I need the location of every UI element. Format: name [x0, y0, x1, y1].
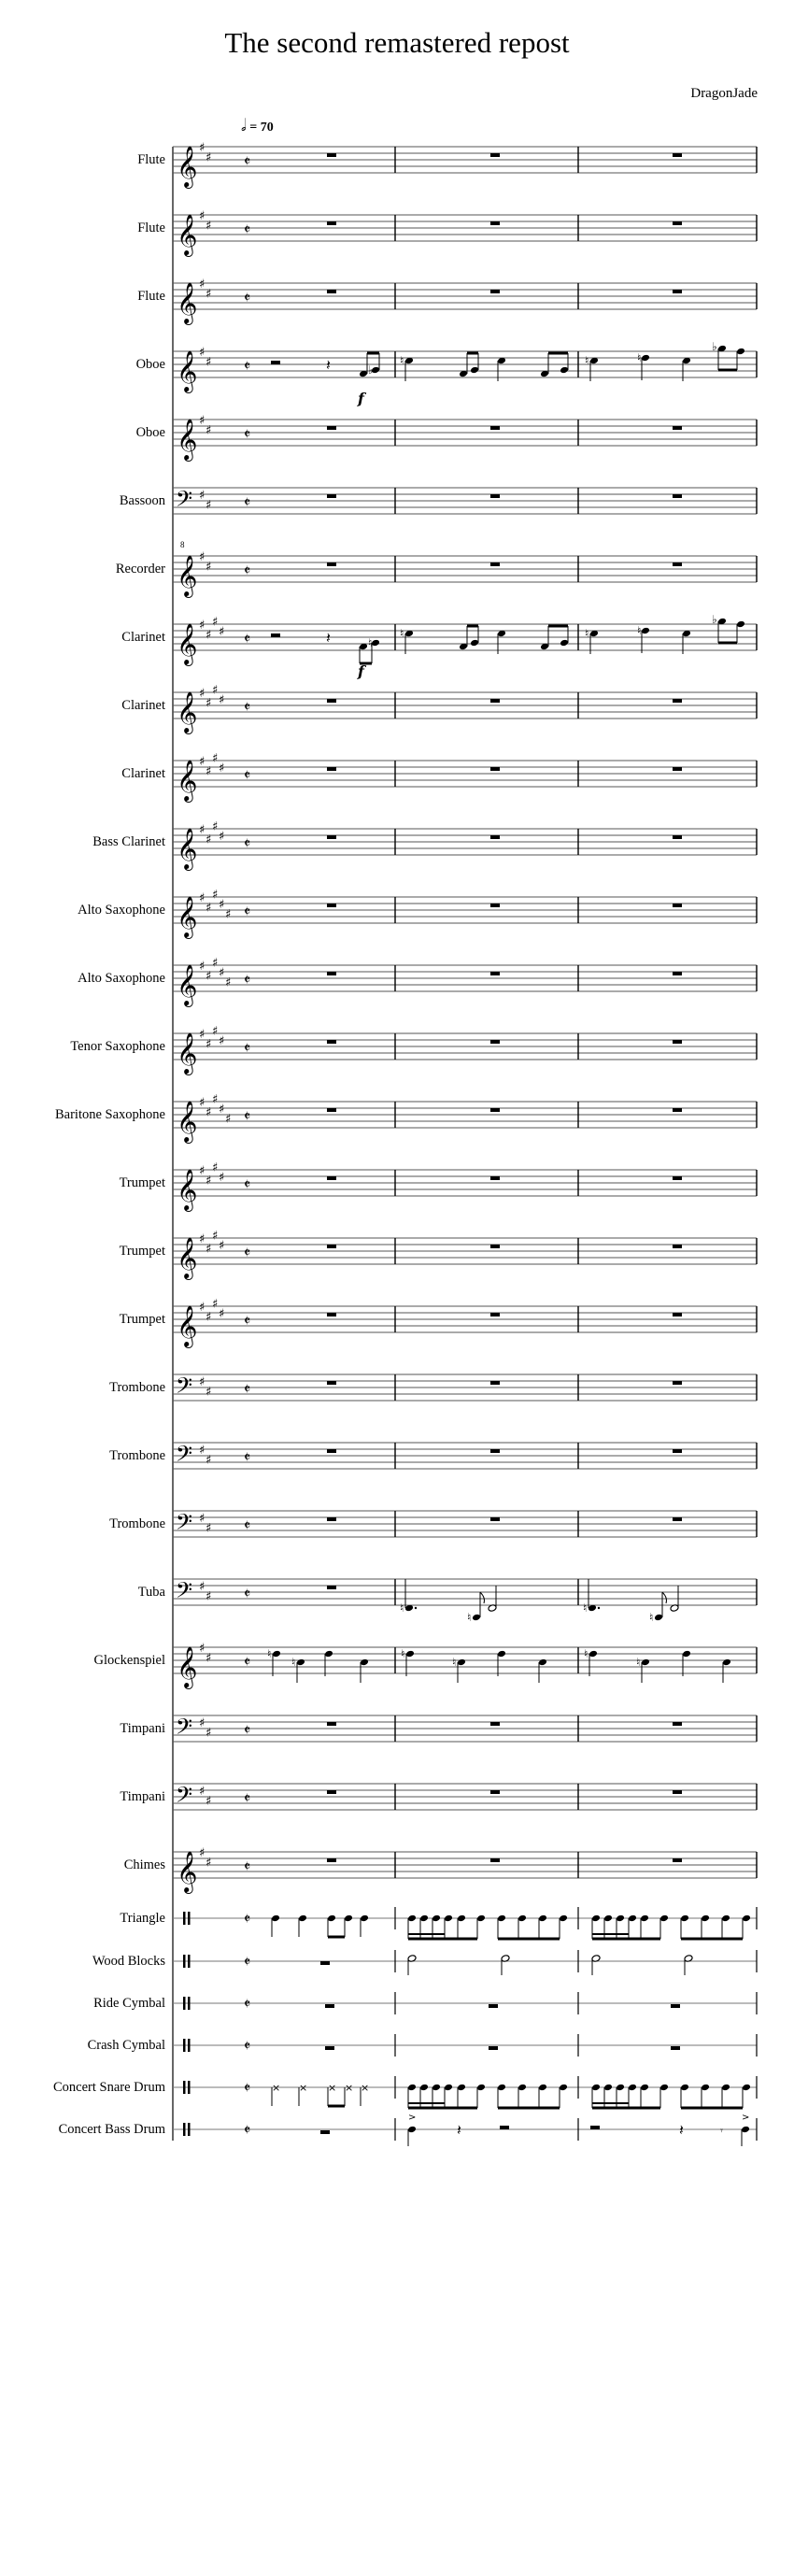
cut-time-icon: 𝄵 — [244, 698, 251, 716]
svg-text:>: > — [742, 2113, 750, 2123]
staff-label: Chimes — [123, 1857, 165, 1872]
sharp-icon: ♯ — [206, 1310, 212, 1325]
svg-text:>: > — [408, 2113, 417, 2123]
bass-clef-icon: 𝄢 — [176, 1714, 193, 1744]
staff-label: Trombone — [109, 1448, 165, 1463]
cut-time-icon: 𝄵 — [244, 425, 251, 443]
bass-clef-icon: 𝄢 — [176, 1441, 193, 1472]
cut-time-icon: 𝄵 — [244, 1039, 251, 1057]
staff — [173, 141, 757, 189]
svg-text:♮: ♮ — [585, 354, 589, 367]
cut-time-icon: 𝄵 — [244, 1653, 251, 1671]
treble-clef-icon: 𝄞 — [177, 828, 198, 869]
svg-text:♮: ♮ — [400, 627, 404, 640]
sharp-icon: ♯ — [219, 898, 225, 912]
sharp-icon: ♯ — [225, 1112, 232, 1127]
svg-text:8: 8 — [180, 540, 185, 549]
svg-text:×: × — [299, 2082, 308, 2094]
svg-text:♮: ♮ — [467, 1611, 472, 1624]
bass-clef-icon: 𝄢 — [176, 1577, 193, 1608]
svg-text:♭: ♭ — [712, 340, 717, 353]
svg-text:♮: ♮ — [583, 1601, 588, 1615]
treble-clef-icon: 𝄞 — [177, 1032, 198, 1074]
sharp-icon: ♯ — [219, 966, 225, 980]
staff-label: Tuba — [137, 1585, 165, 1600]
sharp-icon: ♯ — [199, 1164, 206, 1178]
sharp-icon: ♯ — [199, 141, 206, 155]
staff-label: Clarinet — [121, 698, 165, 713]
staff — [173, 1577, 757, 1624]
svg-text:♮: ♮ — [400, 1601, 404, 1615]
cut-time-icon: 𝄵 — [244, 1857, 251, 1875]
staff-label: Trombone — [109, 1380, 165, 1395]
perc-staff — [173, 2113, 757, 2146]
cut-time-icon: 𝄵 — [244, 1585, 251, 1602]
staff-label: Oboe — [135, 425, 165, 440]
cut-time-icon: 𝄵 — [244, 1448, 251, 1466]
sharp-icon: ♯ — [206, 1242, 212, 1257]
staff — [173, 486, 757, 517]
treble-clef-icon: 𝄞 — [177, 691, 198, 733]
staff-label: Baritone Saxophone — [55, 1107, 165, 1122]
sharp-icon: ♯ — [206, 1651, 212, 1666]
staff-label: Clarinet — [121, 766, 165, 781]
staff-label: Bassoon — [119, 493, 165, 508]
sharp-icon: ♯ — [212, 1024, 219, 1039]
svg-text:♮: ♮ — [585, 627, 589, 640]
cut-time-icon: 𝄵 — [244, 2079, 251, 2097]
staff-label: Tenor Saxophone — [70, 1039, 165, 1054]
sharp-icon: ♯ — [219, 1307, 225, 1321]
sharp-icon: ♯ — [199, 1028, 206, 1042]
sharp-icon: ♯ — [212, 683, 219, 698]
svg-text:♮: ♮ — [637, 351, 642, 364]
sharp-icon: ♯ — [212, 615, 219, 630]
staff-label: Oboe — [135, 357, 165, 372]
treble-clef-icon: 𝄞 — [177, 555, 198, 596]
cut-time-icon: 𝄵 — [244, 971, 251, 989]
treble-clef-icon: 𝄞 — [177, 896, 198, 937]
sharp-icon: ♯ — [199, 1444, 206, 1458]
staff — [173, 540, 757, 598]
svg-text:×: × — [361, 2082, 370, 2094]
cut-time-icon: 𝄵 — [244, 1312, 251, 1330]
staff — [173, 278, 757, 325]
sharp-icon: ♯ — [199, 489, 206, 503]
staff-label: Clarinet — [121, 630, 165, 645]
staff — [173, 209, 757, 257]
cut-time-icon: 𝄵 — [244, 289, 251, 306]
svg-text:♮: ♮ — [636, 1656, 641, 1669]
cut-time-icon: 𝄵 — [244, 766, 251, 784]
perc-staff — [173, 2076, 757, 2108]
dynamic-forte: f — [358, 662, 364, 680]
perc-staff — [173, 1907, 757, 1939]
sharp-icon: ♯ — [199, 1375, 206, 1389]
cut-time-icon: 𝄵 — [244, 1175, 251, 1193]
sharp-icon: ♯ — [199, 346, 206, 360]
staff — [173, 1025, 757, 1076]
treble-clef-icon: 𝄞 — [177, 964, 198, 1005]
treble-clef-icon: 𝄞 — [177, 419, 198, 460]
svg-text:𝄽: 𝄽 — [457, 2121, 461, 2139]
svg-text:♭: ♭ — [712, 613, 717, 626]
svg-text:♭: ♭ — [368, 363, 374, 377]
cut-time-icon: 𝄵 — [244, 1789, 251, 1807]
treble-clef-icon: 𝄞 — [177, 1169, 198, 1210]
sharp-icon: ♯ — [206, 219, 212, 234]
staff — [173, 684, 757, 735]
svg-text:♮: ♮ — [267, 1647, 272, 1660]
staff-label: Flute — [137, 289, 165, 304]
percussion-clef-icon — [183, 1955, 186, 1968]
sharp-icon: ♯ — [225, 907, 232, 922]
cut-time-icon: 𝄵 — [244, 1107, 251, 1125]
perc-label: Wood Blocks — [92, 1954, 165, 1969]
staff-label: Bass Clarinet — [92, 834, 165, 849]
sharp-icon: ♯ — [199, 1785, 206, 1799]
staff — [173, 820, 757, 872]
sharp-icon: ♯ — [206, 560, 212, 575]
sharp-icon: ♯ — [206, 423, 212, 438]
dynamic-forte: f — [358, 390, 364, 407]
sharp-icon: ♯ — [212, 1092, 219, 1107]
sharp-icon: ♯ — [206, 1453, 212, 1468]
sharp-icon: ♯ — [206, 1726, 212, 1741]
svg-text:×: × — [345, 2082, 354, 2094]
staff-label: Timpani — [120, 1721, 165, 1736]
sharp-icon: ♯ — [199, 1846, 206, 1860]
sharp-icon: ♯ — [199, 209, 206, 223]
cut-time-icon: 𝄵 — [244, 1516, 251, 1534]
percussion-clef-icon — [183, 1912, 186, 1925]
percussion-clef-icon — [183, 2081, 186, 2094]
sharp-icon: ♯ — [212, 1229, 219, 1244]
svg-text:𝄽: 𝄽 — [326, 356, 331, 374]
treble-clef-icon: 𝄞 — [177, 1305, 198, 1346]
sharp-icon: ♯ — [206, 355, 212, 370]
perc-label: Crash Cymbal — [87, 2038, 165, 2053]
half-note-icon: 𝅗𝅥 — [241, 116, 247, 135]
treble-clef-icon: 𝄞 — [177, 282, 198, 323]
staff — [173, 1373, 757, 1403]
sharp-icon: ♯ — [219, 693, 225, 707]
sharp-icon: ♯ — [212, 1297, 219, 1312]
sharp-icon: ♯ — [199, 687, 206, 701]
sharp-icon: ♯ — [199, 1642, 206, 1656]
sharp-icon: ♯ — [199, 1232, 206, 1246]
cut-time-icon: 𝄵 — [244, 357, 251, 375]
cut-time-icon: 𝄵 — [244, 152, 251, 170]
staff — [173, 340, 757, 407]
sharp-icon: ♯ — [199, 414, 206, 428]
sharp-icon: ♯ — [199, 278, 206, 292]
treble-clef-icon: 𝄞 — [177, 350, 198, 391]
svg-text:𝄽: 𝄽 — [326, 629, 331, 647]
bass-clef-icon: 𝄢 — [176, 486, 193, 517]
bass-clef-icon: 𝄢 — [176, 1509, 193, 1540]
sharp-icon: ♯ — [199, 619, 206, 633]
staff — [173, 1441, 757, 1472]
percussion-clef-icon — [183, 2039, 186, 2052]
perc-label: Concert Snare Drum — [53, 2080, 165, 2095]
tempo-value: = 70 — [249, 121, 274, 135]
svg-text:♮: ♮ — [291, 1656, 296, 1669]
svg-text:♮: ♮ — [452, 1656, 457, 1669]
sharp-icon: ♯ — [199, 891, 206, 905]
sharp-icon: ♯ — [219, 830, 225, 844]
cut-time-icon: 𝄵 — [244, 1995, 251, 2013]
sharp-icon: ♯ — [206, 764, 212, 779]
sharp-icon: ♯ — [199, 755, 206, 769]
treble-clef-icon: 𝄞 — [177, 760, 198, 801]
cut-time-icon: 𝄵 — [244, 1953, 251, 1971]
cut-time-icon: 𝄵 — [244, 2121, 251, 2139]
treble-clef-icon: 𝄞 — [177, 1101, 198, 1142]
staff — [173, 1298, 757, 1349]
sharp-icon: ♯ — [219, 1239, 225, 1253]
sharp-icon: ♯ — [206, 1037, 212, 1052]
sharp-icon: ♯ — [219, 761, 225, 776]
sharp-icon: ♯ — [199, 1716, 206, 1730]
svg-text:♮: ♮ — [637, 624, 642, 637]
percussion-clef-icon — [183, 1997, 186, 2010]
sharp-icon: ♯ — [206, 969, 212, 984]
perc-staff — [173, 1950, 757, 1975]
perc-staff — [173, 1992, 757, 2014]
perc-staff — [173, 2034, 757, 2057]
perc-label: Triangle — [120, 1911, 165, 1926]
cut-time-icon: 𝄵 — [244, 1380, 251, 1398]
staff-label: Flute — [137, 152, 165, 167]
sharp-icon: ♯ — [206, 833, 212, 847]
sharp-icon: ♯ — [199, 550, 206, 564]
sharp-icon: ♯ — [219, 1034, 225, 1048]
sharp-icon: ♯ — [206, 1105, 212, 1120]
staff — [173, 957, 757, 1008]
sharp-icon: ♯ — [219, 1103, 225, 1117]
bass-clef-icon: 𝄢 — [176, 1373, 193, 1403]
cut-time-icon: 𝄵 — [244, 221, 251, 238]
sharp-icon: ♯ — [212, 956, 219, 971]
staff — [173, 889, 757, 940]
sharp-icon: ♯ — [206, 287, 212, 302]
sharp-icon: ♯ — [212, 888, 219, 903]
svg-text:𝄾: 𝄾 — [720, 2125, 723, 2137]
percussion-clef-icon — [183, 2123, 186, 2136]
staff — [173, 414, 757, 462]
staff-label: Trumpet — [119, 1244, 165, 1259]
sharp-icon: ♯ — [206, 1794, 212, 1809]
cut-time-icon: 𝄵 — [244, 903, 251, 920]
svg-text:♮: ♮ — [584, 1647, 588, 1660]
cut-time-icon: 𝄵 — [244, 630, 251, 648]
sharp-icon: ♯ — [199, 1096, 206, 1110]
svg-text:𝄽: 𝄽 — [679, 2121, 684, 2139]
treble-clef-icon: 𝄞 — [177, 1851, 198, 1892]
staff-label: Glockenspiel — [93, 1653, 165, 1668]
staff-label: Trombone — [109, 1516, 165, 1531]
svg-text:×: × — [328, 2082, 337, 2094]
cut-time-icon: 𝄵 — [244, 1244, 251, 1261]
sharp-icon: ♯ — [225, 975, 232, 990]
staff — [173, 1509, 757, 1540]
sharp-icon: ♯ — [212, 1160, 219, 1175]
staff-label: Alto Saxophone — [78, 971, 165, 986]
perc-label: Ride Cymbal — [93, 1996, 165, 2011]
cut-time-icon: 𝄵 — [244, 2037, 251, 2055]
sharp-icon: ♯ — [206, 1521, 212, 1536]
cut-time-icon: 𝄵 — [244, 1721, 251, 1739]
sharp-icon: ♯ — [199, 823, 206, 837]
sharp-icon: ♯ — [206, 498, 212, 513]
staff — [173, 1782, 757, 1813]
treble-clef-icon: 𝄞 — [177, 623, 198, 664]
bass-clef-icon: 𝄢 — [176, 1782, 193, 1813]
composer-name: DragonJade — [690, 86, 758, 101]
staff-label: Alto Saxophone — [78, 903, 165, 918]
staff — [173, 613, 757, 680]
sharp-icon: ♯ — [212, 751, 219, 766]
score-title: The second remastered repost — [224, 26, 570, 59]
sharp-icon: ♯ — [206, 1385, 212, 1400]
sharp-icon: ♯ — [206, 901, 212, 916]
sharp-icon: ♯ — [199, 1580, 206, 1594]
sharp-icon: ♯ — [219, 625, 225, 639]
staff — [173, 752, 757, 804]
svg-text:♮: ♮ — [401, 1647, 405, 1660]
svg-text:♮: ♮ — [649, 1611, 654, 1624]
sharp-icon: ♯ — [206, 628, 212, 643]
treble-clef-icon: 𝄞 — [177, 146, 198, 187]
sharp-icon: ♯ — [206, 1589, 212, 1604]
sharp-icon: ♯ — [219, 1171, 225, 1185]
staff — [173, 1846, 757, 1894]
staff — [173, 1642, 757, 1689]
staff — [173, 1714, 757, 1744]
cut-time-icon: 𝄵 — [244, 1910, 251, 1928]
sharp-icon: ♯ — [206, 1856, 212, 1871]
sharp-icon: ♯ — [206, 696, 212, 711]
staff-label: Flute — [137, 221, 165, 235]
treble-clef-icon: 𝄞 — [177, 1646, 198, 1687]
treble-clef-icon: 𝄞 — [177, 214, 198, 255]
treble-clef-icon: 𝄞 — [177, 1237, 198, 1278]
cut-time-icon: 𝄵 — [244, 562, 251, 579]
sharp-icon: ♯ — [199, 1301, 206, 1315]
staff-label: Recorder — [115, 562, 165, 576]
sharp-icon: ♯ — [206, 1174, 212, 1188]
cut-time-icon: 𝄵 — [244, 493, 251, 511]
sharp-icon: ♯ — [212, 819, 219, 834]
staff-label: Trumpet — [119, 1312, 165, 1327]
staff — [173, 1093, 757, 1145]
staff — [173, 1230, 757, 1281]
sharp-icon: ♯ — [199, 960, 206, 974]
sharp-icon: ♯ — [206, 150, 212, 165]
cut-time-icon: 𝄵 — [244, 834, 251, 852]
staff — [173, 1161, 757, 1213]
perc-label: Concert Bass Drum — [58, 2122, 165, 2137]
svg-text:♮: ♮ — [368, 636, 373, 649]
staff-label: Timpani — [120, 1789, 165, 1804]
svg-text:×: × — [272, 2082, 281, 2094]
staff-label: Trumpet — [119, 1175, 165, 1190]
sharp-icon: ♯ — [199, 1512, 206, 1526]
svg-text:♮: ♮ — [400, 354, 404, 367]
